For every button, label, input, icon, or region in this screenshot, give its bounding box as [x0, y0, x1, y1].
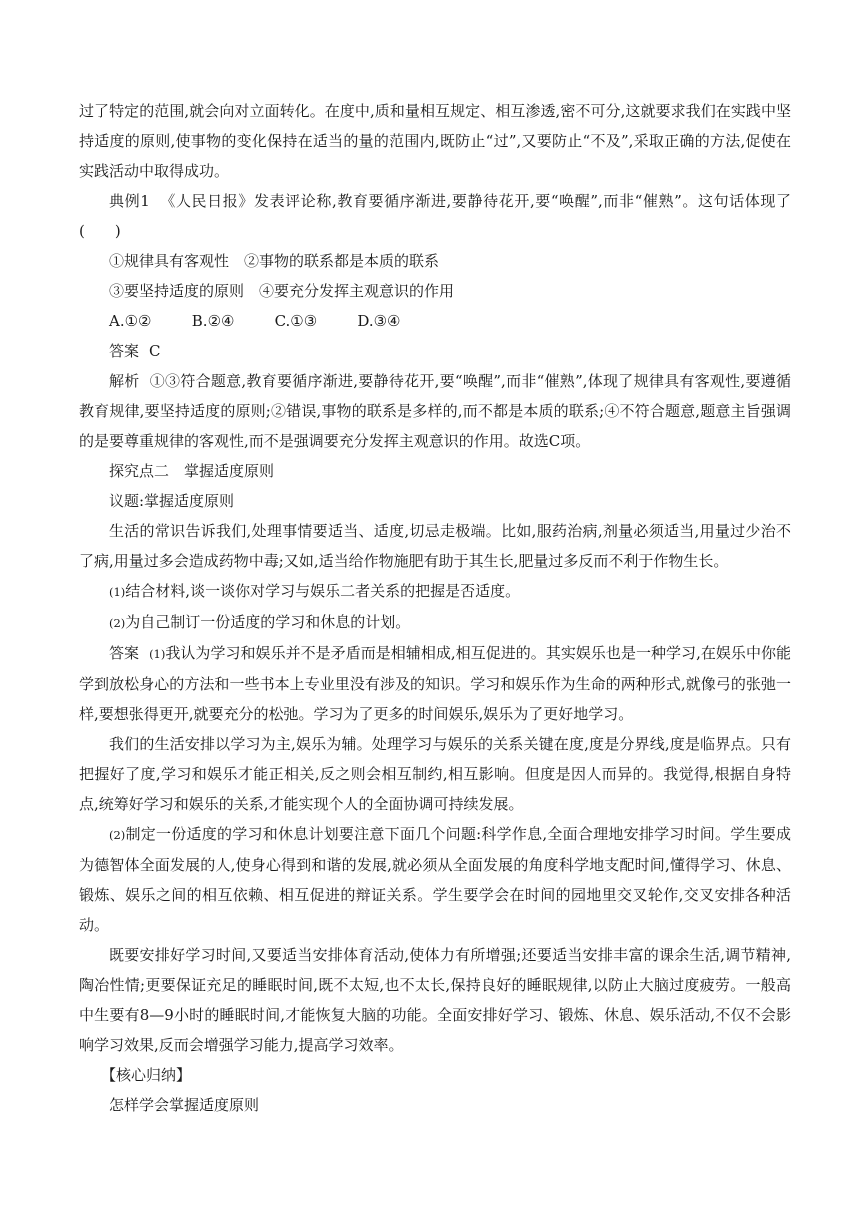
- example-label: 典例1: [109, 192, 150, 210]
- statements-line-1: ①规律具有客观性 ②事物的联系都是本质的联系: [109, 252, 440, 270]
- analysis-label: 解析: [109, 372, 140, 390]
- option-b: B.②④: [191, 312, 235, 330]
- answer-1-text: 我认为学习和娱乐并不是矛盾而是相辅相成,相互促进的。其实娱乐也是一种学习,在娱乐中你能学到放松身心的方法和一些书本上专业里没有涉及的知识。学习和娱乐作为生命的两种形式,就像弓的张弛一样,要想张得更开,就要充分的松弛。学习为了更多的时间娱乐,娱乐为了更好地学习。: [79, 644, 791, 723]
- question-1-number: (1): [109, 585, 126, 599]
- answer-2-text: 制定一份适度的学习和休息计划要注意下面几个问题:科学作息,全面合理地安排学习时间。学生要成为德智体全面发展的人,使身心得到和谐的发展,就必须从全面发展的角度科学地支配时间,懂得学习、休息、锻炼、娱乐之间的相互依赖、相互促进的辩证关系。学生要学会在时间的园地里交叉轮作,交叉安排各种活动。: [79, 825, 791, 934]
- example-answer: [79, 336, 791, 366]
- answer-1: [79, 638, 791, 729]
- intro-paragraph: 过了特定的范围,就会向对立面转化。在度中,质和量相互规定、相互渗透,密不可分,这就要求我们在实践中坚持适度的原则,使事物的变化保持在适当的量的范围内,既防止“过”,又要防止“不及”,采取正确的方法,促使在实践活动中取得成功。: [79, 102, 791, 180]
- question-1-text: 结合材料,谈一谈你对学习与娱乐二者关系的把握是否适度。: [125, 582, 521, 600]
- options-line: [79, 306, 791, 336]
- answer-value: C: [149, 342, 161, 360]
- document-body: [79, 96, 791, 1120]
- section-topic: 议题:掌握适度原则: [109, 492, 235, 510]
- example-question: 《人民日报》发表评论称,教育要循序渐进,要静待花开,要“唤醒”,而非“催熟”。这句话体现了( ): [79, 192, 791, 240]
- answer-1-continued: 我们的生活安排以学习为主,娱乐为辅。处理学习与娱乐的关系关键在度,度是分界线,度是临界点。只有把握好了度,学习和娱乐才能正相关,反之则会相互制约,相互影响。但度是因人而异的。我觉得,根据自身特点,统筹好学习和娱乐的关系,才能实现个人的全面协调可持续发展。: [79, 735, 791, 813]
- summary-heading: 【核心归纳】: [101, 1066, 192, 1084]
- section-answer-label: 答案: [109, 644, 140, 662]
- answer-2-number: (2): [109, 828, 126, 842]
- question-2-number: (2): [109, 616, 126, 630]
- question-1: [79, 576, 791, 607]
- question-2: [79, 607, 791, 638]
- section-heading: 探究点二 掌握适度原则: [109, 462, 275, 480]
- option-d: D.③④: [357, 312, 401, 330]
- summary-subheading: 怎样学会掌握适度原则: [109, 1096, 260, 1114]
- section-material: 生活的常识告诉我们,处理事情要适当、适度,切忌走极端。比如,服药治病,剂量必须适当,用量过少治不了病,用量过多会造成药物中毒;又如,适当给作物施肥有助于其生长,肥量过多反而不利于作物生长。: [79, 522, 791, 570]
- answer-2-continued: 既要安排好学习时间,又要适当安排体育活动,使体力有所增强;还要适当安排丰富的课余生活,调节精神,陶冶性情;更要保证充足的睡眠时间,既不太短,也不太长,保持良好的睡眠规律,以防止大脑过度疲劳。一般高中生要有8—9小时的睡眠时间,才能恢复大脑的功能。全面安排好学习、锻炼、休息、娱乐活动,不仅不会影响学习效果,反而会增强学习能力,提高学习效率。: [79, 946, 791, 1054]
- statements-line-2: ③要坚持适度的原则 ④要充分发挥主观意识的作用: [109, 282, 455, 300]
- example-analysis: [79, 366, 791, 456]
- option-a: A.①②: [109, 312, 152, 330]
- answer-label: 答案: [109, 342, 140, 360]
- example-stem: [79, 186, 791, 246]
- analysis-text: ①③符合题意,教育要循序渐进,要静待花开,要“唤醒”,而非“催熟”,体现了规律具有客观性,要遵循教育规律,要坚持适度的原则;②错误,事物的联系是多样的,而不都是本质的联系;④不符合题意,题意主旨强调的是要尊重规律的客观性,而不是强调要充分发挥主观意识的作用。故选C项。: [79, 372, 791, 450]
- option-c: C.①③: [274, 312, 318, 330]
- answer-1-number: (1): [149, 647, 166, 661]
- answer-2: [79, 819, 791, 940]
- question-2-text: 为自己制订一份适度的学习和休息的计划。: [125, 613, 411, 631]
